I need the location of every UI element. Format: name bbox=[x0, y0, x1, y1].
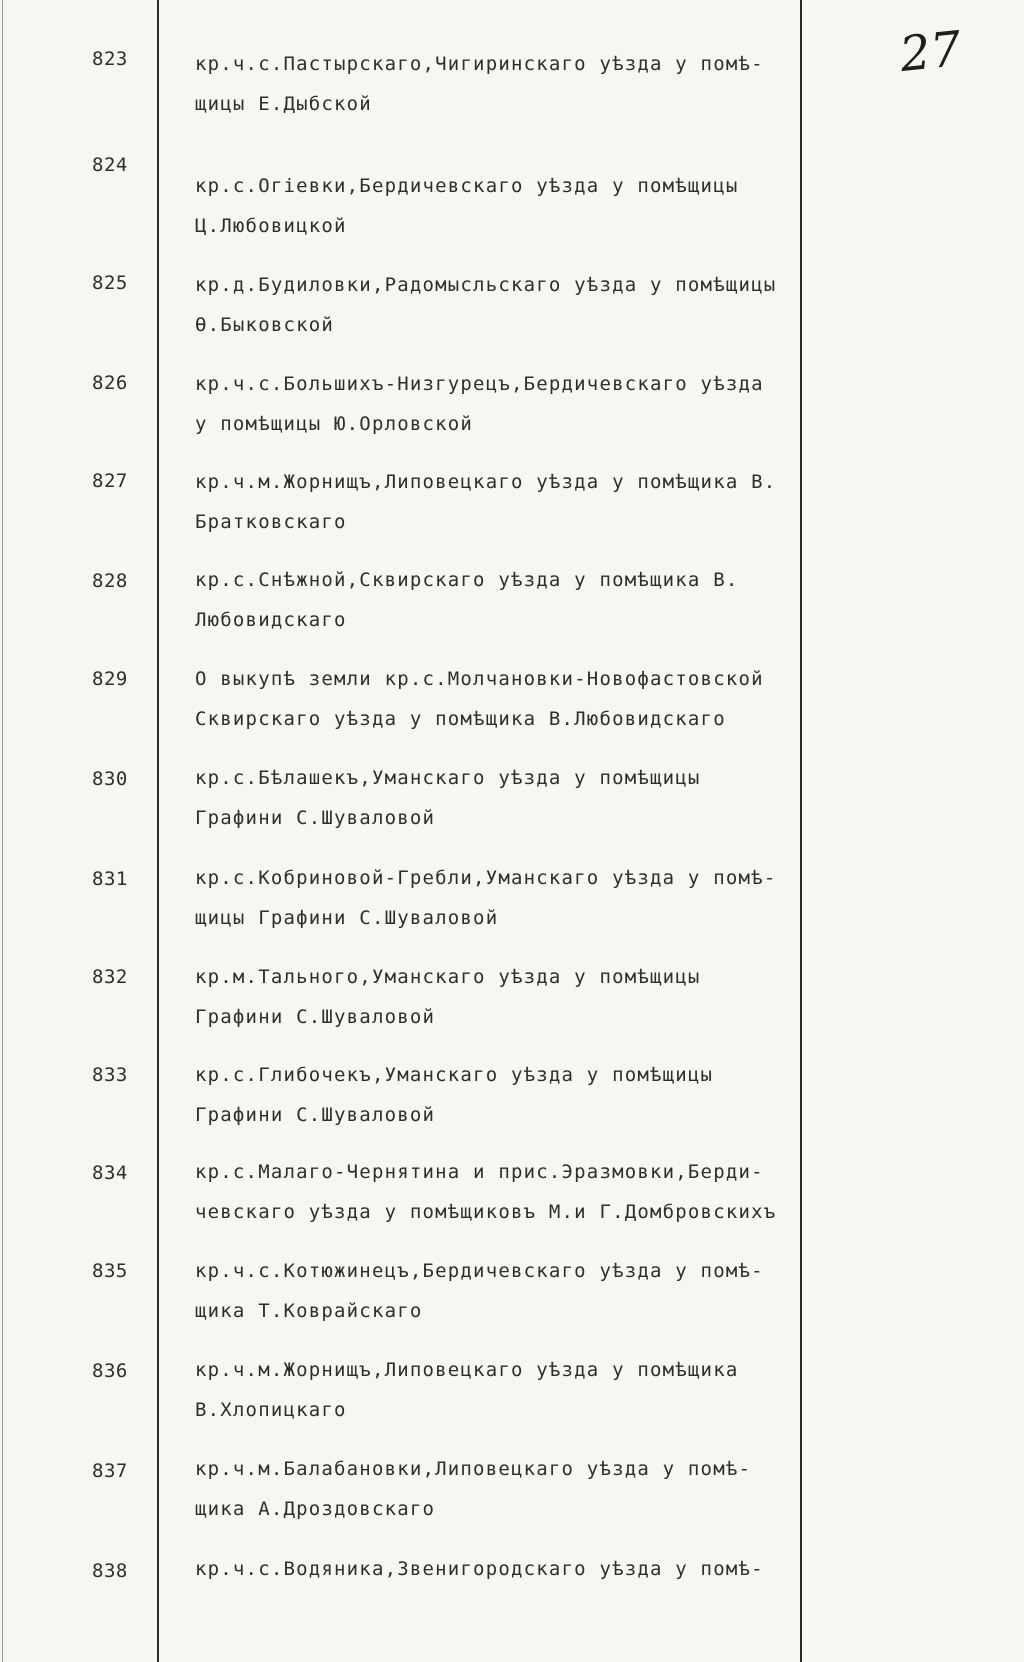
entry-line: кр.с.Снѣжной,Сквирскаго уѣзда у помѣщика В. bbox=[195, 569, 739, 591]
entry-line: чевскаго уѣзда у помѣщиковъ М.и Г.Домбровскихъ bbox=[195, 1201, 777, 1223]
entry-line: Ѳ.Быковской bbox=[195, 314, 335, 336]
entry-number: 834 bbox=[92, 1162, 128, 1184]
entry-text bbox=[195, 1152, 805, 1232]
entry-line: щицы Графини С.Шуваловой bbox=[195, 907, 499, 929]
entry-line: Графини С.Шуваловой bbox=[195, 1104, 436, 1126]
entry-number: 837 bbox=[92, 1460, 128, 1482]
entry-line: кр.ч.м.Балабановки,Липовецкаго уѣзда у помѣ- bbox=[195, 1458, 752, 1480]
entry-line: щика Т.Коврайскаго bbox=[195, 1300, 423, 1322]
entry-line: Сквирскаго уѣзда у помѣщика В.Любовидскаго bbox=[195, 708, 726, 730]
entry-text bbox=[195, 364, 805, 444]
entry-text bbox=[195, 1449, 805, 1529]
entry-line: Графини С.Шуваловой bbox=[195, 1006, 436, 1028]
entry-line: кр.ч.м.Жорнищъ,Липовецкаго уѣзда у помѣщика В. bbox=[195, 471, 777, 493]
entry-text bbox=[195, 659, 805, 739]
entry-number: 825 bbox=[92, 272, 128, 294]
entry-line: кр.ч.с.Котюжинецъ,Бердичевскаго уѣзда у помѣ- bbox=[195, 1260, 764, 1282]
entry-line: Графини С.Шуваловой bbox=[195, 807, 436, 829]
entry-number: 830 bbox=[92, 768, 128, 790]
entry-number: 838 bbox=[92, 1560, 128, 1582]
entry-text bbox=[195, 265, 805, 345]
entry-text bbox=[195, 957, 805, 1037]
entry-text bbox=[195, 1251, 805, 1331]
entry-line: Ц.Любовицкой bbox=[195, 215, 347, 237]
entry-text bbox=[195, 1549, 805, 1589]
left-margin-rule bbox=[157, 0, 159, 1662]
entry-number: 824 bbox=[92, 154, 128, 176]
entry-line: кр.ч.с.Водяника,Звенигородскаго уѣзда у помѣ- bbox=[195, 1558, 764, 1580]
entry-line: у помѣщицы Ю.Орловской bbox=[195, 413, 474, 435]
entry-line: кр.с.Малаго-Чернятина и прис.Эразмовки,Берди- bbox=[195, 1161, 764, 1183]
entry-line: щицы Е.Дыбской bbox=[195, 93, 372, 115]
entry-line: щика А.Дроздовскаго bbox=[195, 1498, 436, 1520]
page-edge-line bbox=[2, 0, 3, 1662]
entry-text bbox=[195, 758, 805, 838]
entry-number: 832 bbox=[92, 966, 128, 988]
entry-text bbox=[195, 560, 805, 640]
entry-line: кр.с.Кобриновой-Гребли,Уманскаго уѣзда у помѣ- bbox=[195, 867, 777, 889]
entry-line: кр.с.Глибочекъ,Уманскаго уѣзда у помѣщицы bbox=[195, 1064, 714, 1086]
entry-line: Любовидскаго bbox=[195, 609, 347, 631]
entry-number: 835 bbox=[92, 1260, 128, 1282]
entry-line: кр.м.Тального,Уманскаго уѣзда у помѣщицы bbox=[195, 966, 701, 988]
entry-number: 831 bbox=[92, 868, 128, 890]
entry-line: Братковскаго bbox=[195, 511, 347, 533]
entry-line: О выкупѣ земли кр.с.Молчановки-Новофастовской bbox=[195, 668, 764, 690]
entry-line: кр.ч.с.Пастырскаго,Чигиринскаго уѣзда у помѣ- bbox=[195, 53, 764, 75]
entry-number: 826 bbox=[92, 372, 128, 394]
entry-number: 828 bbox=[92, 570, 128, 592]
entry-text bbox=[195, 462, 805, 542]
entry-text bbox=[195, 1055, 805, 1135]
entry-text bbox=[195, 166, 805, 246]
entry-line: кр.с.Огiевки,Бердичевскаго уѣзда у помѣщицы bbox=[195, 175, 739, 197]
entry-line: В.Хлопицкаго bbox=[195, 1399, 347, 1421]
entry-number: 823 bbox=[92, 48, 128, 70]
entry-text bbox=[195, 1350, 805, 1430]
entry-text bbox=[195, 858, 805, 938]
entry-number: 827 bbox=[92, 470, 128, 492]
entry-number: 833 bbox=[92, 1064, 128, 1086]
entry-number: 836 bbox=[92, 1360, 128, 1382]
entry-number: 829 bbox=[92, 668, 128, 690]
entry-line: кр.с.Бѣлашекъ,Уманскаго уѣзда у помѣщицы bbox=[195, 767, 701, 789]
entry-line: кр.д.Будиловки,Радомысльскаго уѣзда у помѣщицы bbox=[195, 274, 777, 296]
entry-text bbox=[195, 44, 805, 124]
entry-line: кр.ч.с.Большихъ-Низгурецъ,Бердичевскаго уѣзда bbox=[195, 373, 764, 395]
page-number: 27 bbox=[897, 20, 964, 84]
entry-line: кр.ч.м.Жорнищъ,Липовецкаго уѣзда у помѣщика bbox=[195, 1359, 739, 1381]
